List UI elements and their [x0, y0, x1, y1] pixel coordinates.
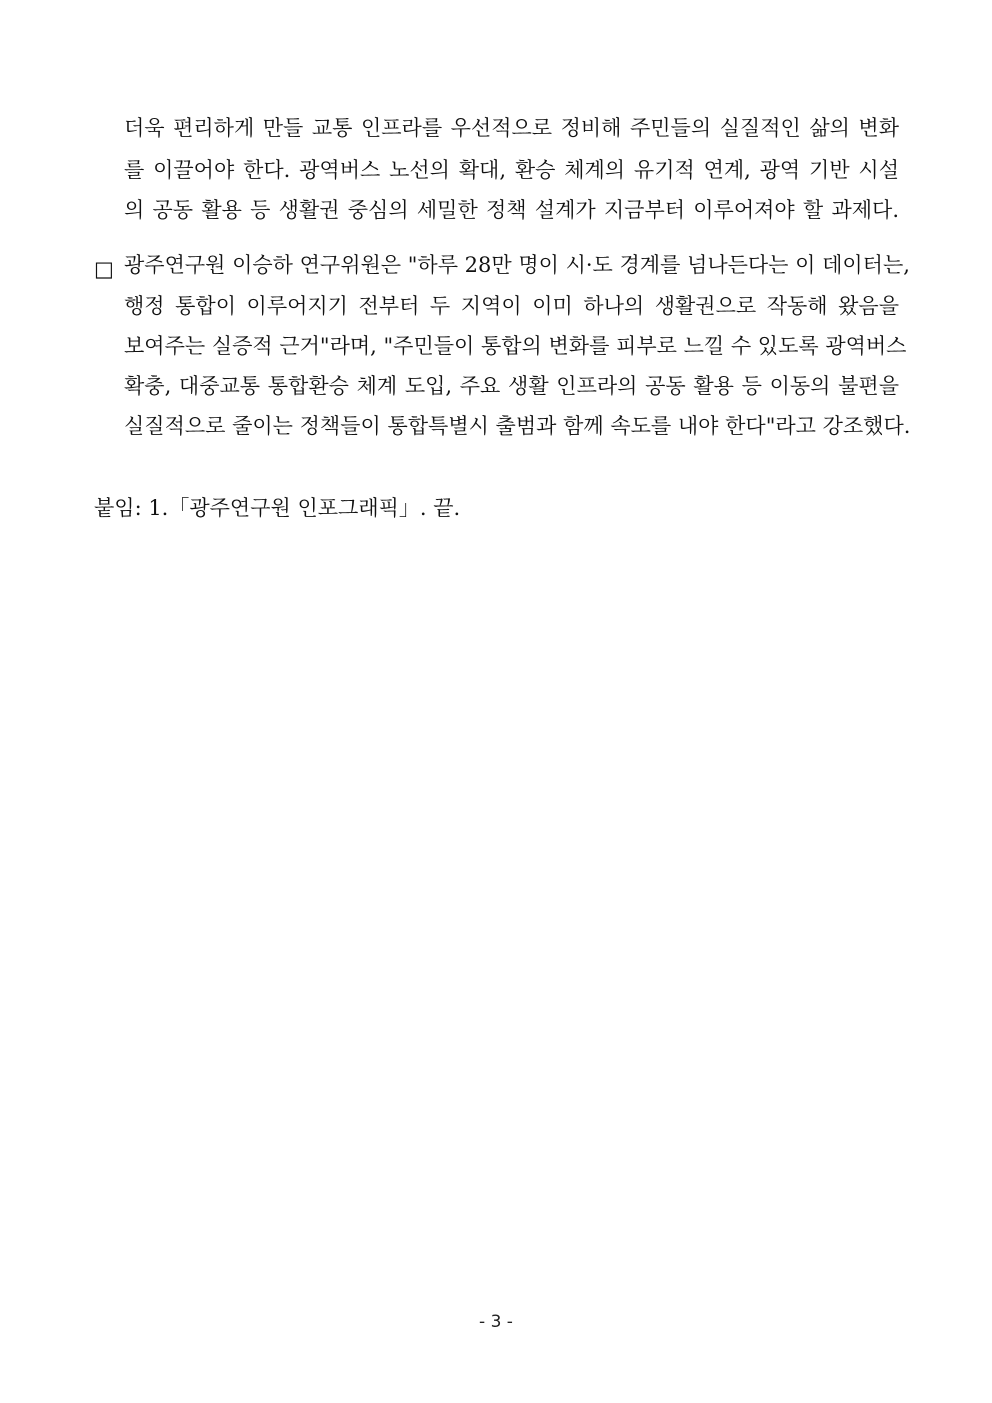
checkbox-bullet-icon: □: [94, 257, 114, 281]
paragraph-line: 더욱 편리하게 만들 교통 인프라를 우선적으로 정비해 주민들의 실질적인 삶의 변화: [124, 116, 899, 140]
paragraph-line: 를 이끌어야 한다. 광역버스 노선의 확대, 환승 체계의 유기적 연계, 광역 기반 시설: [124, 158, 899, 182]
paragraph-line: 의 공동 활용 등 생활권 중심의 세밀한 정책 설계가 지금부터 이루어져야 할 과제다.: [124, 198, 899, 222]
attachment-note: 붙임: 1.「광주연구원 인포그래픽」. 끝.: [94, 496, 461, 520]
quote-paragraph-line: 확충, 대중교통 통합환승 체계 도입, 주요 생활 인프라의 공동 활용 등 이동의 불편을: [124, 374, 899, 398]
quote-paragraph-line: 행정 통합이 이루어지기 전부터 두 지역이 이미 하나의 생활권으로 작동해 왔음을: [124, 294, 899, 318]
page-number: - 3 -: [479, 1312, 513, 1332]
quote-paragraph-line: 보여주는 실증적 근거"라며, "주민들이 통합의 변화를 피부로 느낄 수 있도록 광역버스: [124, 334, 907, 358]
quote-paragraph-line: 광주연구원 이승하 연구위원은 "하루 28만 명이 시·도 경계를 넘나든다는 이 데이터는,: [124, 253, 910, 277]
quote-paragraph-line: 실질적으로 줄이는 정책들이 통합특별시 출범과 함께 속도를 내야 한다"라고 강조했다.: [124, 414, 911, 438]
